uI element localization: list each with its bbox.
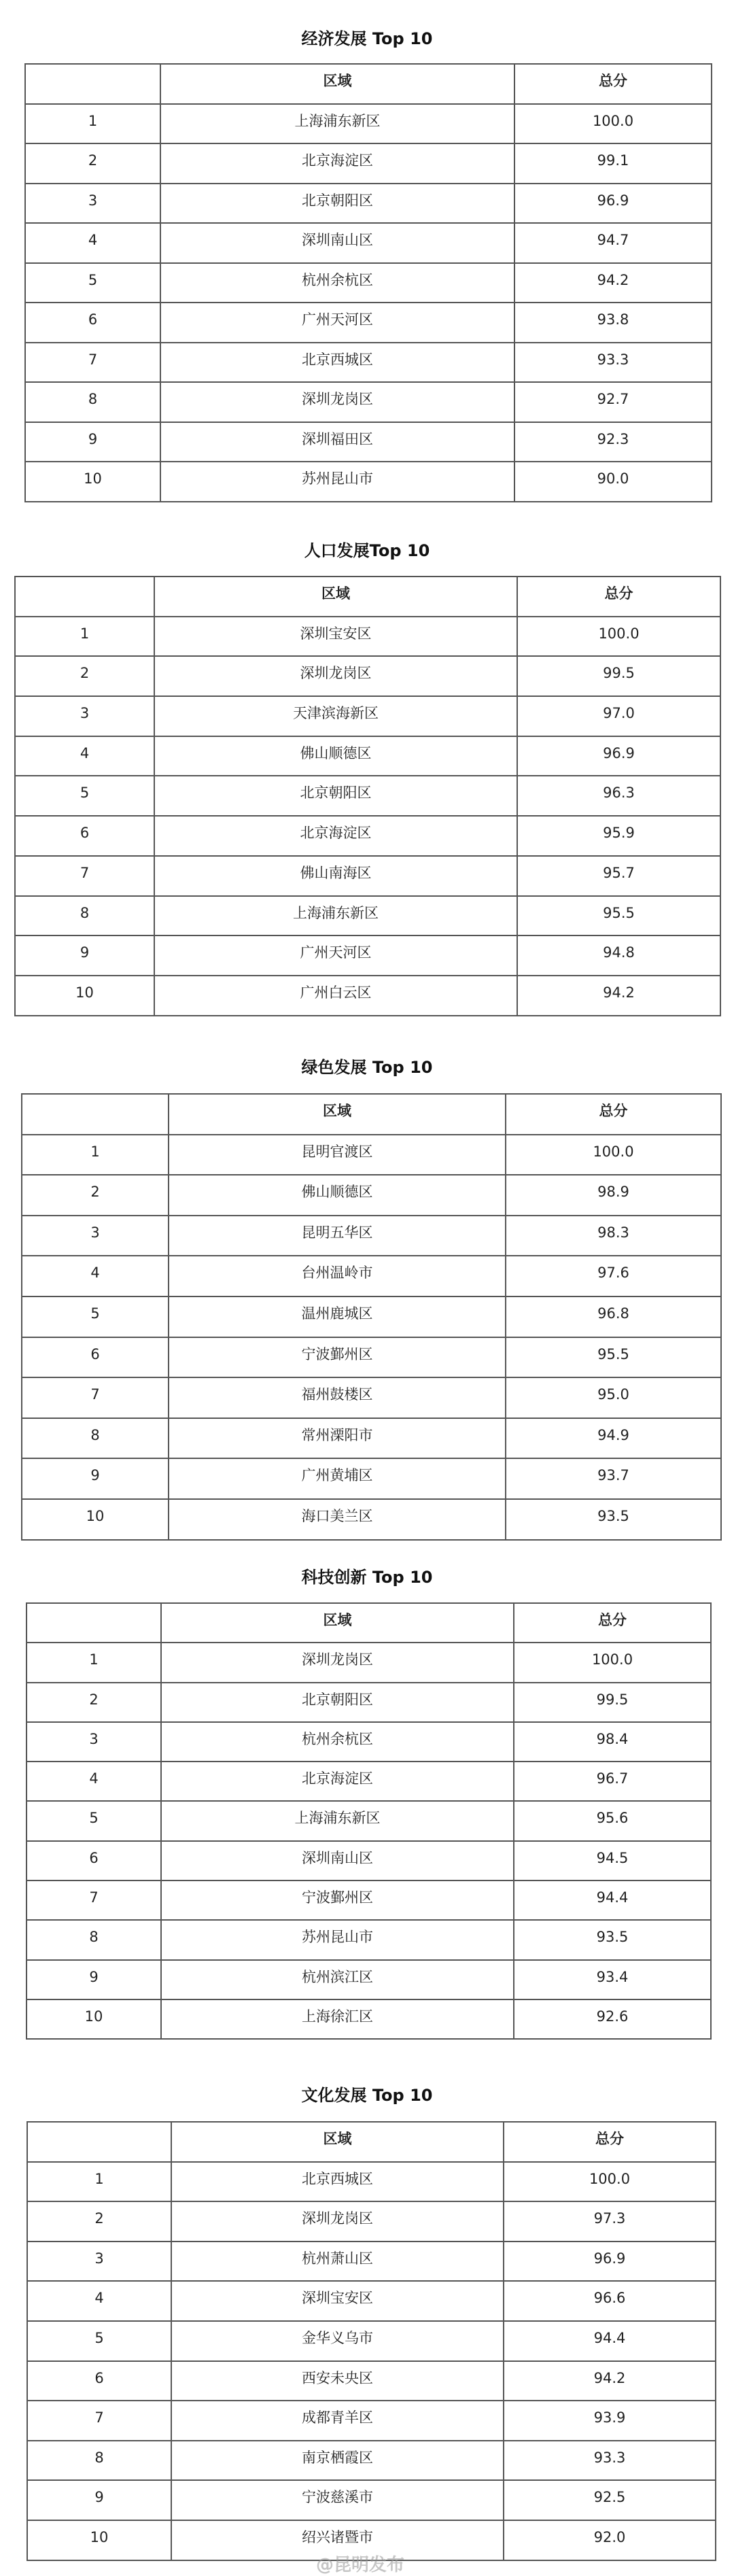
rank-cell: 3 [15, 696, 154, 736]
region-cell: 金华义乌市 [171, 2321, 504, 2361]
region-cell: 佛山顺德区 [154, 736, 517, 776]
score-header: 总分 [514, 1603, 711, 1643]
rank-cell: 3 [25, 184, 160, 224]
score-header: 总分 [506, 1094, 721, 1135]
table-row [15, 736, 720, 776]
region-cell: 北京西城区 [171, 2162, 504, 2202]
table-title-culture: 文化发展 Top 10 [301, 2086, 433, 2105]
score-cell: 93.3 [514, 343, 712, 383]
score-cell: 95.5 [517, 896, 720, 936]
rank-header [27, 2122, 171, 2162]
table-row [27, 1920, 711, 1959]
table-title-population: 人口发展Top 10 [304, 541, 430, 560]
region-cell: 温州鹿城区 [169, 1296, 506, 1337]
region-cell: 深圳南山区 [160, 223, 514, 263]
table-row [25, 382, 712, 422]
score-cell: 94.2 [504, 2361, 716, 2401]
table-row [22, 1377, 721, 1418]
rank-cell: 4 [27, 1762, 161, 1801]
score-cell: 94.2 [517, 976, 720, 1016]
table-row [27, 2162, 716, 2202]
table-row [27, 2201, 716, 2242]
score-cell: 98.4 [514, 1722, 711, 1762]
score-cell: 95.5 [506, 1337, 721, 1378]
score-cell: 94.2 [514, 263, 712, 303]
ranking-table-economy [24, 63, 712, 502]
score-cell: 93.4 [514, 1960, 711, 1999]
region-cell: 上海徐汇区 [161, 1999, 514, 2039]
region-cell: 北京西城区 [160, 343, 514, 383]
score-cell: 92.7 [514, 382, 712, 422]
rank-cell: 3 [22, 1216, 169, 1256]
region-cell: 福州鼓楼区 [169, 1377, 506, 1418]
rank-cell: 10 [27, 1999, 161, 2039]
region-cell: 广州黄埔区 [169, 1458, 506, 1499]
score-cell: 99.5 [517, 656, 720, 696]
rank-cell: 1 [15, 617, 154, 657]
table-row [22, 1216, 721, 1256]
rank-cell: 4 [15, 736, 154, 776]
region-cell: 佛山顺德区 [169, 1175, 506, 1216]
table-row [15, 776, 720, 816]
score-cell: 95.9 [517, 816, 720, 856]
rank-cell: 1 [27, 1643, 161, 1682]
rank-cell: 7 [27, 1881, 161, 1920]
table-title-tech: 科技创新 Top 10 [301, 1568, 433, 1587]
score-cell: 96.7 [514, 1762, 711, 1801]
rank-cell: 3 [27, 1722, 161, 1762]
score-cell: 96.9 [514, 184, 712, 224]
region-cell: 北京海淀区 [160, 143, 514, 184]
rank-cell: 3 [27, 2242, 171, 2282]
region-cell: 北京海淀区 [161, 1762, 514, 1801]
region-cell: 北京朝阳区 [161, 1683, 514, 1722]
table-title-green: 绿色发展 Top 10 [301, 1058, 433, 1077]
table-row [27, 1801, 711, 1840]
score-cell: 95.6 [514, 1801, 711, 1840]
score-cell: 93.8 [514, 303, 712, 343]
region-cell: 北京朝阳区 [160, 184, 514, 224]
score-cell: 92.5 [504, 2480, 716, 2520]
table-row [25, 184, 712, 224]
score-cell: 98.3 [506, 1216, 721, 1256]
region-cell: 昆明官渡区 [169, 1135, 506, 1175]
region-cell: 宁波鄞州区 [161, 1881, 514, 1920]
rank-cell: 6 [25, 303, 160, 343]
table-row [25, 303, 712, 343]
ranking-table-green [21, 1093, 722, 1541]
table-row [27, 1841, 711, 1881]
region-cell: 杭州余杭区 [160, 263, 514, 303]
region-cell: 广州白云区 [154, 976, 517, 1016]
rank-cell: 6 [22, 1337, 169, 1378]
table-row [22, 1296, 721, 1337]
region-cell: 深圳宝安区 [171, 2281, 504, 2321]
table-row [25, 223, 712, 263]
region-cell: 苏州昆山市 [160, 462, 514, 502]
region-cell: 苏州昆山市 [161, 1920, 514, 1959]
rank-cell: 10 [22, 1499, 169, 1540]
rank-cell: 10 [25, 462, 160, 502]
table-header-row [27, 2122, 716, 2162]
table-row [25, 263, 712, 303]
region-cell: 佛山南海区 [154, 856, 517, 896]
region-cell: 常州溧阳市 [169, 1418, 506, 1459]
region-cell: 上海浦东新区 [161, 1801, 514, 1840]
score-cell: 96.6 [504, 2281, 716, 2321]
region-cell: 杭州萧山区 [171, 2242, 504, 2282]
region-cell: 成都青羊区 [171, 2401, 504, 2441]
region-cell: 深圳福田区 [160, 422, 514, 462]
score-cell: 97.3 [504, 2201, 716, 2242]
table-row [27, 2281, 716, 2321]
score-cell: 92.0 [504, 2520, 716, 2560]
table-row [15, 896, 720, 936]
rank-cell: 10 [27, 2520, 171, 2560]
score-cell: 92.3 [514, 422, 712, 462]
region-cell: 宁波慈溪市 [171, 2480, 504, 2520]
table-row [15, 856, 720, 896]
rank-cell: 5 [25, 263, 160, 303]
rank-cell: 9 [25, 422, 160, 462]
region-header: 区域 [154, 577, 517, 617]
score-cell: 96.9 [504, 2242, 716, 2282]
table-header-row [25, 64, 712, 104]
region-cell: 天津滨海新区 [154, 696, 517, 736]
region-cell: 绍兴诸暨市 [171, 2520, 504, 2560]
table-row [22, 1135, 721, 1175]
region-cell: 昆明五华区 [169, 1216, 506, 1256]
table-row [27, 1999, 711, 2039]
score-cell: 90.0 [514, 462, 712, 502]
score-cell: 93.7 [506, 1458, 721, 1499]
rank-cell: 2 [15, 656, 154, 696]
score-cell: 96.8 [506, 1296, 721, 1337]
table-row [27, 2480, 716, 2520]
score-cell: 98.9 [506, 1175, 721, 1216]
ranking-table-culture [27, 2121, 716, 2561]
table-header-row [27, 1603, 711, 1643]
rank-cell: 1 [25, 104, 160, 144]
region-cell: 深圳宝安区 [154, 617, 517, 657]
table-row [27, 1722, 711, 1762]
score-header: 总分 [504, 2122, 716, 2162]
rank-cell: 9 [27, 1960, 161, 1999]
score-cell: 100.0 [504, 2162, 716, 2202]
rank-header [25, 64, 160, 104]
rank-cell: 5 [22, 1296, 169, 1337]
ranking-table-population [14, 576, 721, 1016]
rank-cell: 9 [27, 2480, 171, 2520]
table-row [27, 2441, 716, 2481]
table-row [15, 656, 720, 696]
region-cell: 广州天河区 [154, 935, 517, 976]
region-cell: 深圳龙岗区 [161, 1643, 514, 1682]
region-cell: 深圳南山区 [161, 1841, 514, 1881]
table-row [27, 2401, 716, 2441]
rank-cell: 6 [15, 816, 154, 856]
rank-cell: 4 [25, 223, 160, 263]
table-row [15, 617, 720, 657]
rank-cell: 2 [27, 1683, 161, 1722]
score-cell: 97.0 [517, 696, 720, 736]
watermark: @昆明发布 [316, 2555, 405, 2575]
rank-cell: 9 [22, 1458, 169, 1499]
score-cell: 93.5 [514, 1920, 711, 1959]
table-row [25, 343, 712, 383]
region-cell: 海口美兰区 [169, 1499, 506, 1540]
rank-cell: 7 [22, 1377, 169, 1418]
rank-cell: 6 [27, 1841, 161, 1881]
rank-cell: 1 [22, 1135, 169, 1175]
score-cell: 100.0 [514, 1643, 711, 1682]
rank-cell: 7 [27, 2401, 171, 2441]
rank-cell: 5 [27, 1801, 161, 1840]
region-cell: 北京海淀区 [154, 816, 517, 856]
table-row [25, 143, 712, 184]
score-cell: 93.3 [504, 2441, 716, 2481]
table-row [15, 976, 720, 1016]
score-header: 总分 [517, 577, 720, 617]
score-cell: 94.7 [514, 223, 712, 263]
table-row [22, 1458, 721, 1499]
score-cell: 99.5 [514, 1683, 711, 1722]
region-cell: 深圳龙岗区 [171, 2201, 504, 2242]
table-row [27, 1762, 711, 1801]
score-cell: 100.0 [517, 617, 720, 657]
rank-cell: 4 [22, 1256, 169, 1296]
region-cell: 杭州滨江区 [161, 1960, 514, 1999]
table-row [27, 2361, 716, 2401]
table-row [27, 1643, 711, 1682]
score-cell: 100.0 [514, 104, 712, 144]
region-header: 区域 [169, 1094, 506, 1135]
table-row [25, 422, 712, 462]
score-cell: 94.4 [504, 2321, 716, 2361]
score-cell: 92.6 [514, 1999, 711, 2039]
score-cell: 95.0 [506, 1377, 721, 1418]
table-row [27, 1881, 711, 1920]
rank-cell: 8 [25, 382, 160, 422]
rank-cell: 1 [27, 2162, 171, 2202]
table-row [15, 696, 720, 736]
rank-cell: 8 [22, 1418, 169, 1459]
rank-cell: 8 [27, 2441, 171, 2481]
region-cell: 广州天河区 [160, 303, 514, 343]
region-cell: 北京朝阳区 [154, 776, 517, 816]
rank-header [27, 1603, 161, 1643]
score-cell: 95.7 [517, 856, 720, 896]
score-header: 总分 [514, 64, 712, 104]
table-header-row [22, 1094, 721, 1135]
region-header: 区域 [161, 1603, 514, 1643]
region-cell: 深圳龙岗区 [160, 382, 514, 422]
region-cell: 上海浦东新区 [160, 104, 514, 144]
score-cell: 93.5 [506, 1499, 721, 1540]
score-cell: 94.8 [517, 935, 720, 976]
table-row [22, 1337, 721, 1378]
rank-cell: 6 [27, 2361, 171, 2401]
score-cell: 100.0 [506, 1135, 721, 1175]
table-header-row [15, 577, 720, 617]
score-cell: 94.4 [514, 1881, 711, 1920]
table-row [15, 816, 720, 856]
region-header: 区域 [160, 64, 514, 104]
rank-cell: 8 [27, 1920, 161, 1959]
score-cell: 94.9 [506, 1418, 721, 1459]
score-cell: 97.6 [506, 1256, 721, 1296]
table-row [27, 2321, 716, 2361]
table-row [15, 935, 720, 976]
score-cell: 94.5 [514, 1841, 711, 1881]
table-row [27, 1960, 711, 1999]
rank-cell: 10 [15, 976, 154, 1016]
table-row [22, 1256, 721, 1296]
score-cell: 93.9 [504, 2401, 716, 2441]
rank-cell: 2 [22, 1175, 169, 1216]
table-row [25, 462, 712, 502]
region-cell: 上海浦东新区 [154, 896, 517, 936]
region-cell: 台州温岭市 [169, 1256, 506, 1296]
table-row [22, 1418, 721, 1459]
region-cell: 宁波鄞州区 [169, 1337, 506, 1378]
region-header: 区域 [171, 2122, 504, 2162]
score-cell: 96.3 [517, 776, 720, 816]
rank-cell: 4 [27, 2281, 171, 2321]
rank-cell: 5 [15, 776, 154, 816]
table-row [27, 1683, 711, 1722]
rank-cell: 2 [25, 143, 160, 184]
rank-cell: 7 [15, 856, 154, 896]
table-row [25, 104, 712, 144]
ranking-table-tech [26, 1602, 712, 2040]
region-cell: 深圳龙岗区 [154, 656, 517, 696]
rank-cell: 8 [15, 896, 154, 936]
table-row [22, 1499, 721, 1540]
region-cell: 杭州余杭区 [161, 1722, 514, 1762]
region-cell: 南京栖霞区 [171, 2441, 504, 2481]
rank-cell: 2 [27, 2201, 171, 2242]
table-row [27, 2242, 716, 2282]
score-cell: 99.1 [514, 143, 712, 184]
rank-cell: 9 [15, 935, 154, 976]
rank-cell: 7 [25, 343, 160, 383]
region-cell: 西安未央区 [171, 2361, 504, 2401]
rank-cell: 5 [27, 2321, 171, 2361]
table-row [22, 1175, 721, 1216]
score-cell: 96.9 [517, 736, 720, 776]
table-title-economy: 经济发展 Top 10 [301, 29, 433, 48]
rank-header [22, 1094, 169, 1135]
rank-header [15, 577, 154, 617]
